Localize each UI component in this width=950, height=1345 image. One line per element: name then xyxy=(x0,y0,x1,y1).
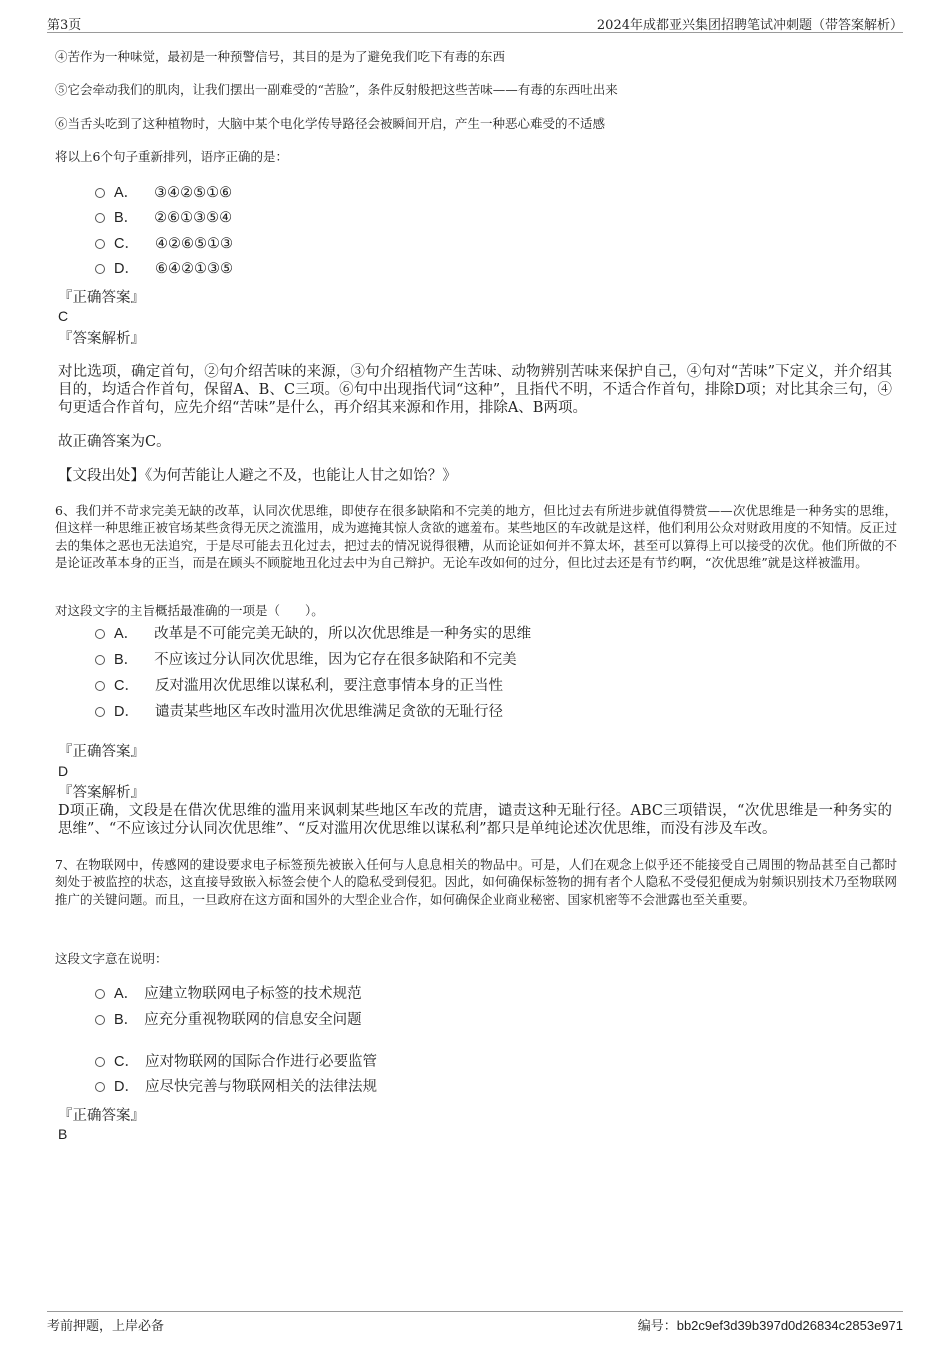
option-letter: A． xyxy=(114,986,139,1002)
q6-option-b[interactable] xyxy=(95,651,517,669)
q5-answer: C xyxy=(58,308,69,324)
option-text: 不应该过分认同次优思维，因为它存在很多缺陷和不完美 xyxy=(154,652,517,668)
code-value: bb2c9ef3d39b397d0d26834c2853e971 xyxy=(676,1318,903,1333)
q7-answer: B xyxy=(58,1126,68,1142)
q5-sentence-5: ⑤它会牵动我们的肌肉，让我们摆出一副难受的“苦脸”，条件反射般把这些苦味——有毒的东西吐出来 xyxy=(55,82,618,97)
option-letter: C． xyxy=(114,678,139,694)
radio-icon[interactable] xyxy=(95,1015,105,1025)
q5-sentence-4: ④苦作为一种味觉，最初是一种预警信号，其目的是为了避免我们吃下有毒的东西 xyxy=(55,49,506,64)
radio-icon[interactable] xyxy=(95,655,105,665)
q6-option-c[interactable] xyxy=(95,677,503,695)
option-letter: B． xyxy=(114,1012,139,1028)
q6-analysis: D项正确，文段是在借次优思维的滥用来讽刺某些地区车改的荒唐，谴责这种无耻行径。ABC三项错误，“次优思维是一种务实的思维”、“不应该过分认同次优思维”、“反对滥用次优思维以谋私利”都只是单纯论述次优思维，而没有涉及车改。 xyxy=(58,803,892,837)
q7-option-a[interactable] xyxy=(95,985,362,1003)
q5-source: 【文段出处】《为何苦能让人避之不及，也能让人甘之如饴？》 xyxy=(58,468,457,484)
document-title: 2024年成都亚兴集团招聘笔试冲刺题（带答案解析） xyxy=(596,18,903,33)
option-letter: B． xyxy=(114,652,139,668)
option-letter: D． xyxy=(114,1079,139,1095)
q6-option-d[interactable] xyxy=(95,703,503,721)
radio-icon[interactable] xyxy=(95,707,105,717)
q7-prompt: 这段文字意在说明： xyxy=(55,951,168,966)
option-letter: C． xyxy=(114,1054,139,1070)
option-text: ⑥④②①③⑤ xyxy=(154,261,233,277)
document-code xyxy=(638,1315,903,1334)
option-letter: D． xyxy=(114,261,139,277)
q7-answer-label: 『正确答案』 xyxy=(58,1108,145,1124)
q5-answer-label: 『正确答案』 xyxy=(58,290,145,306)
option-text: 应尽快完善与物联网相关的法律法规 xyxy=(144,1079,377,1095)
q5-option-d[interactable] xyxy=(95,260,233,278)
option-text: 反对滥用次优思维以谋私利，要注意事情本身的正当性 xyxy=(154,678,503,694)
radio-icon[interactable] xyxy=(95,213,105,223)
option-letter: A． xyxy=(114,185,139,201)
q7-stem: 7、在物联网中，传感网的建设要求电子标签预先被嵌入任何与人息息相关的物品中。可是，人们在观念上似乎还不能接受自己周围的物品甚至自己都时刻处于被监控的状态，这直接导致嵌入标签会使个人的隐私受到侵犯。因此，如何确保标签物的拥有者个人隐私不受侵犯便成为射频识别技术乃至物联网推广的关键问题。而且，一旦政府在这方面和国外的大型企业合作，如何确保企业商业秘密、国家机密等不会泄露也至关重要。 xyxy=(55,857,897,907)
page-footer xyxy=(47,1311,903,1334)
option-text: ④②⑥⑤①③ xyxy=(154,236,233,252)
option-text: 谴责某些地区车改时滥用次优思维满足贪欲的无耻行径 xyxy=(154,704,503,720)
radio-icon[interactable] xyxy=(95,188,105,198)
q7-option-c[interactable] xyxy=(95,1053,377,1071)
q7-option-b[interactable] xyxy=(95,1011,362,1029)
q7-option-d[interactable] xyxy=(95,1078,377,1096)
radio-icon[interactable] xyxy=(95,681,105,691)
option-text: ②⑥①③⑤④ xyxy=(154,210,233,226)
q6-stem: 6、我们并不苛求完美无缺的改革，认同次优思维，即使存在很多缺陷和不完美的地方，但比过去有所进步就值得赞赏——次优思维是一种务实的思维，但这样一种思维正被官场某些贪得无厌之流滥用，成为遮掩其惊人贪欲的遮羞布。某些地区的车改就是这样，他们利用公众对财政用度的不知情。反正过去的集体之恶也无法追究，于是尽可能去丑化过去，把过去的情况说得很糟，从而论证如何并不算太坏，甚至可以算得上可以接受的次优。他们所做的不是论证改革本身的正当，而是在顾头不顾腚地丑化过去中为自己辩护。无论车改如何的过分，但比过去还是有节约啊，“次优思维”就是这样被滥用。 xyxy=(55,503,897,571)
option-text: 应充分重视物联网的信息安全问题 xyxy=(144,1012,362,1028)
q6-analysis-label: 『答案解析』 xyxy=(58,785,145,801)
radio-icon[interactable] xyxy=(95,239,105,249)
q6-prompt: 对这段文字的主旨概括最准确的一项是（ ）。 xyxy=(55,603,324,618)
page-header xyxy=(47,12,903,33)
q5-option-a[interactable] xyxy=(95,184,232,202)
q5-prompt: 将以上6个句子重新排列，语序正确的是： xyxy=(55,149,288,164)
q6-answer: D xyxy=(58,763,69,779)
radio-icon[interactable] xyxy=(95,629,105,639)
radio-icon[interactable] xyxy=(95,264,105,274)
option-text: 应对物联网的国际合作进行必要监管 xyxy=(144,1054,377,1070)
option-text: ③④②⑤①⑥ xyxy=(154,185,233,201)
option-text: 应建立物联网电子标签的技术规范 xyxy=(144,986,362,1002)
q5-analysis-label: 『答案解析』 xyxy=(58,331,145,347)
q5-option-b[interactable] xyxy=(95,209,232,227)
q5-option-c[interactable] xyxy=(95,235,233,253)
option-letter: B． xyxy=(114,210,139,226)
footer-slogan: 考前押题，上岸必备 xyxy=(47,1319,165,1334)
option-letter: D． xyxy=(114,704,139,720)
radio-icon[interactable] xyxy=(95,989,105,999)
q5-analysis: 对比选项，确定首句，②句介绍苦味的来源，③句介绍植物产生苦味、动物辨别苦味来保护自己，④句对“苦味”下定义，并介绍其目的，均适合作首句，保留A、B、C三项。⑥句中出现指代词“这种”，且指代不明，不适合作首句，排除D项；对比其余三句，④句更适合作首句，应先介绍“苦味”是什么，再介绍其来源和作用，排除A、B两项。 xyxy=(58,364,892,416)
q6-option-a[interactable] xyxy=(95,625,531,643)
code-label: 编号： xyxy=(637,1319,677,1334)
radio-icon[interactable] xyxy=(95,1057,105,1067)
q6-answer-label: 『正确答案』 xyxy=(58,744,145,760)
option-letter: A． xyxy=(114,626,139,642)
option-letter: C． xyxy=(114,236,139,252)
q5-conclusion: 故正确答案为C。 xyxy=(58,434,171,450)
page-number: 第3页 xyxy=(47,18,82,33)
option-text: 改革是不可能完美无缺的，所以次优思维是一种务实的思维 xyxy=(154,626,532,642)
q5-sentence-6: ⑥当舌头吃到了这种植物时，大脑中某个电化学传导路径会被瞬间开启，产生一种恶心难受的不适感 xyxy=(55,116,606,131)
radio-icon[interactable] xyxy=(95,1082,105,1092)
